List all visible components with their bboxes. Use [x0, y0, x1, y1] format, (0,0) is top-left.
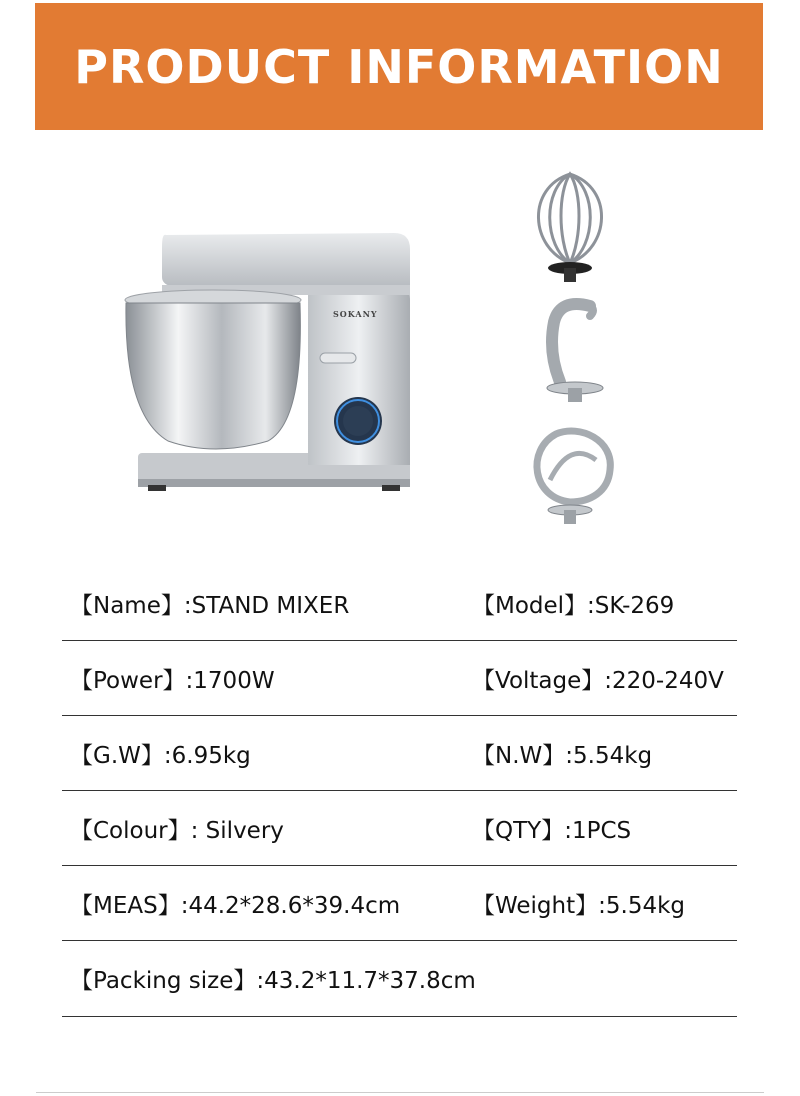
dough-hook-attachment-image — [520, 292, 620, 412]
spec-colour: 【Colour】: Silvery — [70, 817, 284, 844]
spec-measurements: 【MEAS】:44.2*28.6*39.4cm — [70, 892, 401, 919]
spec-model: 【Model】:SK-269 — [472, 592, 675, 619]
spec-row — [62, 791, 737, 866]
spec-row — [62, 716, 737, 791]
whisk-attachment-image — [520, 168, 620, 290]
spec-row — [62, 941, 737, 1017]
spec-name: 【Name】:STAND MIXER — [70, 592, 350, 619]
spec-voltage: 【Voltage】:220-240V — [472, 667, 724, 694]
spec-net-weight: 【N.W】:5.54kg — [472, 742, 653, 769]
header-banner — [35, 3, 763, 130]
divider — [36, 1092, 764, 1093]
spec-table — [62, 566, 737, 1017]
spec-gross-weight: 【G.W】:6.95kg — [70, 742, 251, 769]
spec-quantity: 【QTY】:1PCS — [472, 817, 632, 844]
stand-mixer-image — [118, 225, 418, 500]
spec-row — [62, 866, 737, 941]
spec-power: 【Power】:1700W — [70, 667, 275, 694]
spec-row — [62, 566, 737, 641]
page-title: PRODUCT INFORMATION — [74, 39, 724, 94]
flat-beater-attachment-image — [520, 420, 620, 536]
spec-row — [62, 641, 737, 716]
spec-packing-size: 【Packing size】:43.2*11.7*37.8cm — [70, 968, 476, 994]
spec-weight: 【Weight】:5.54kg — [472, 892, 686, 919]
svg-text:SOKANY: SOKANY — [333, 309, 378, 319]
